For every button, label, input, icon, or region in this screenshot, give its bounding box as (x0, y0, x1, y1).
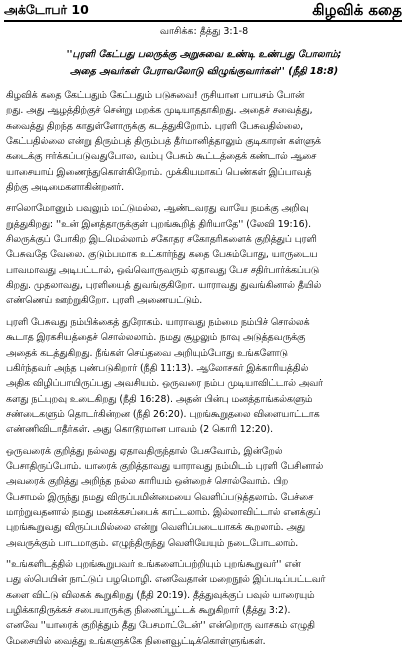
paragraph-1 (6, 88, 402, 195)
paragraph-line: சுவைத்து திறந்த காதுள்ளோருக்கு கடத்துகிறோம். புரளி பேசுவதில்லை, (6, 120, 304, 132)
paragraph-line: கடைக்கு ஈர்க்கப்படுவதுபோல, வம்பு பேசும் கூட்டத்தைக் கண்டால் ஆசை (6, 151, 317, 163)
paragraph-line: றுத்துகிறது: ''உன் இனத்தாருக்குள் புறங்கூறித் திரியாதே'' (லேவி 19:16). (6, 218, 312, 230)
paragraph-line: எண்ணெய் ஊற்றுகிறோ. புரளி அணையட்டும். (6, 295, 203, 307)
paragraph-line: களது நட்புறவு உடைகிறது (நீதி 16:28). அதன் பின்பு மனத்தாங்கல்களும் (6, 393, 313, 405)
paragraph-2 (6, 201, 402, 308)
paragraph-line: கேட்பதில்லை என்று திரும்பத் திரும்பத் தீர்மானித்தாலும் குடிகாரன் கள்ளுக் (6, 136, 321, 148)
body-text (6, 88, 402, 655)
reading-reference: வாசிக்க: தீத்து 3:1-8 (159, 26, 249, 37)
paragraph-line: அதைக் கடத்துகிறது. நீங்கள் செய்தவை அறியும்போது உங்களோடு (6, 347, 288, 359)
paragraph-line: சண்டைகளும் தொடர்கின்றன (நீதி 26:20). புறங்கூறுதலை விளையாட்டாக (6, 408, 320, 420)
paragraph-line: சாலொமோனும் பவுலும் மட்டுமல்ல, ஆண்டவரது வாயே நமக்கு அறிவு (6, 203, 309, 215)
paragraph-line: கிறது. முதலாவது, புரளியைத் துவங்குகிறோ. யாராவது துவங்கினால் தீயில் (6, 280, 322, 292)
paragraph-line: எண்ணிவிடாதீர்கள். அது கொடூரமான பாவம் (2 கொரி 12:20). (6, 424, 274, 436)
paragraph-line: றது. அது ஆழத்திற்குச் சென்று மறக்க முடியாததாகிறது. அதைச் சவைத்து, (6, 105, 313, 117)
paragraph-line: பேசாதிருப்போம். யாரைக் குறித்தாவது யாராவது நம்மிடம் புரளி பேசினால் (6, 460, 324, 472)
paragraph-line: பாவமாவது அடிபட்டால், ஒவ்வொருவரும் ஏதாவது பேச சதிர்பார்க்கப்படு (6, 264, 320, 276)
paragraph-line: அதிக விழிப்பாயிருப்பது அவசியம். ஒருவரை நம்ப முடியாவிட்டால் அவர் (6, 378, 323, 390)
paragraph-line: கிழவிக் கதை கேட்பதும் கேட்பதும் படுசுவை! ருசியான பாயசம் போன் (6, 90, 305, 101)
paragraph-line: எனவே ''யாரைக் குறித்தும் தீது பேசமாட்டேன்'' என்றொரு வாசகம் எழுதி (6, 620, 315, 632)
paragraph-line: களை விட்டு விலகக் கூறுகிறது (நீதி 20:19). தீத்துவுக்குப் பவுல் யாரையும் (6, 589, 315, 601)
paragraph-line: பேசாமல் இருந்து நமது விருப்பமின்மையை வெளிப்படுத்தலாம். பேச்சை (6, 491, 314, 503)
paragraph-line: யாசையாய் இணைந்துகொள்கிறோம். முக்கியமாகப் பெண்கள் இப்பாவத் (6, 166, 312, 178)
paragraph-line: கூடாத இரகசியத்தைச் சொல்லலாம். நமது சூழலும் நாவு அடுத்தவருக்கு (6, 332, 306, 344)
paragraph-line: ''உங்களிடத்தில் புறங்கூறுபவர் உங்களைப்பற்றியும் புறங்கூறுவர்'' என் (6, 558, 301, 570)
paragraph-line: அவரைக் குறித்து அறிந்த நல்ல காரியம் ஒன்றைச் சொல்வோம். பிற (6, 476, 289, 488)
header-title: கிழவிக் கதை (312, 1, 402, 19)
header-date: அக்டோபர் 10 (4, 2, 89, 17)
paragraph-line: திற்கு அடிமைகளாகின்றனர். (6, 182, 125, 194)
key-verse (4, 46, 404, 80)
paragraph-line: புரளி பேசுவது நம்பிக்கைத் துரோகம். யாராவது நம்மை நம்பிச் சொல்லக் (6, 316, 310, 328)
paragraph-line: மேசையில் வைத்து உங்களுக்கே நினைவூட்டிக்கொள்ளுங்கள். (6, 635, 266, 647)
paragraph-line: பேசுவதே வேலை. குடும்பமாக உட்கார்ந்து கதை பேசும்போது, யாருடைய (6, 249, 318, 261)
paragraph-line: பது ஸ்பெயின் நாட்டுப் பழமொழி. எனவேதான் மறைநூல் இப்படிப்பட்டவர் (6, 574, 326, 586)
paragraph-5 (6, 557, 402, 649)
paragraph-line: சிலருக்குப் போகிற இடமெல்லாம் சகோதர சகோதரிகளைக் குறித்துப் புரளி (6, 234, 317, 246)
page-header (4, 2, 402, 22)
paragraph-3 (6, 315, 402, 438)
paragraph-line: பகிர்ந்தவர் அந்த புண்படுகிறார் (நீதி 11:13). ஆலோசகர் இக்காரியத்தில் (6, 362, 309, 374)
paragraph-line: அவருக்கும் பாடமாகும். எழுந்திருந்து வெளியேயும் நடைபோடலாம். (6, 537, 299, 549)
paragraph-line: மாற்றுவதனால் நமது மனக்கசப்பைக் காட்டலாம். இல்லாவிட்டால் எனக்குப் (6, 506, 321, 518)
paragraph-line: பழிக்காதிருக்கச் சபையாருக்கு நினைப்பூட்டக் கூறுகிறார் (தீத்து 3:2). (6, 605, 291, 616)
key-verse-line: அதை அவர்கள் பேராவலோடு விழுங்குவார்கள்'' (நீதி 18:8) (69, 66, 339, 77)
paragraph-4 (6, 444, 402, 551)
paragraph-line: ஒருவரைக் குறித்து நல்லது ஏதாவதிருந்தால் பேசுவோம், இன்றேல் (6, 445, 283, 457)
paragraph-line: புறங்கூறுவது விருப்பமில்லை என்று வெளிப்படையாகக் கூறலாம். அது (6, 522, 305, 534)
key-verse-line: ''புரளி கேட்பது பலருக்கு அறுசுவை உண்டி உண்பது போலாம்; (66, 49, 342, 60)
